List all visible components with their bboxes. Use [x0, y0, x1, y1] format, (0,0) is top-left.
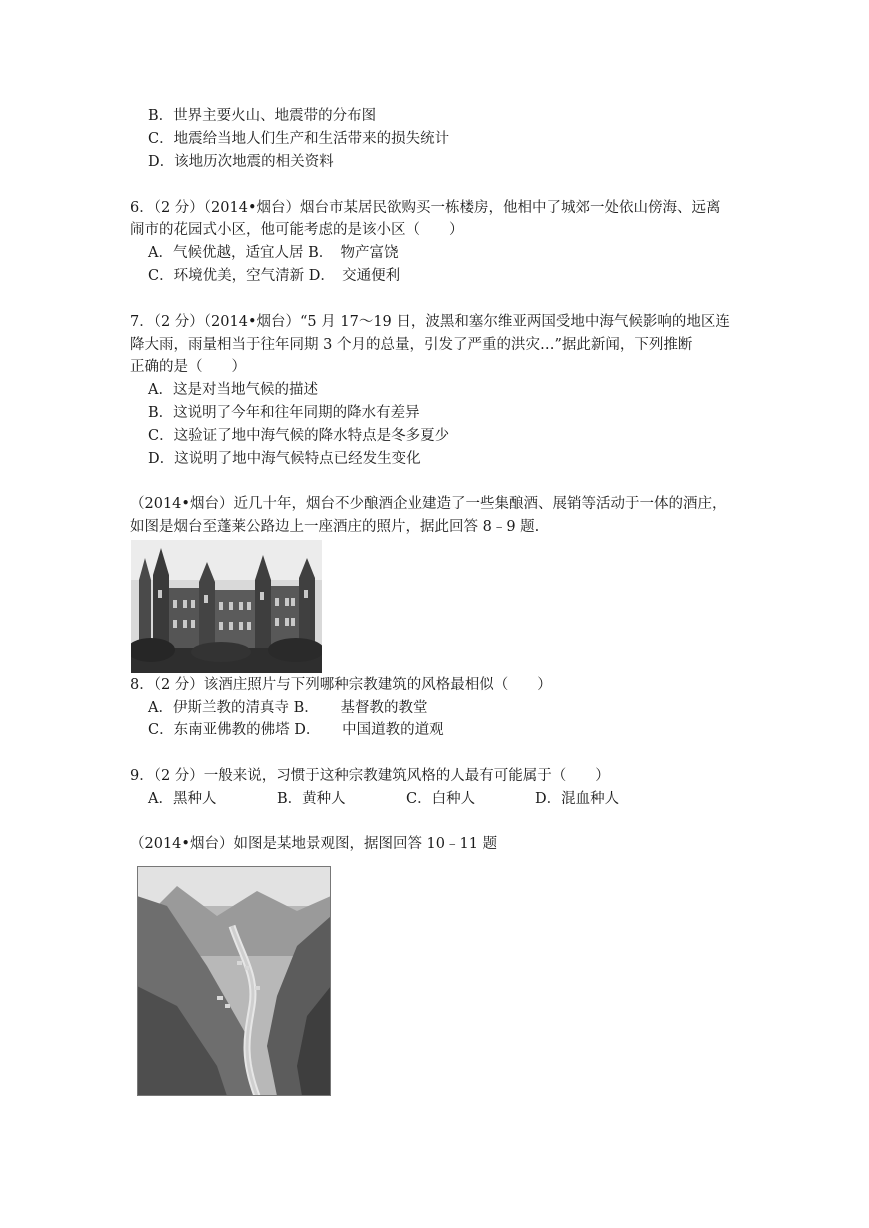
q7-stem-line2: 降大雨，雨量相当于往年同期 3 个月的总量，引发了严重的洪灾…”据此新闻，下列推断 [130, 337, 693, 353]
q7-option-a: A．这是对当地气候的描述 [148, 382, 318, 398]
q6-stem-line1: 6．（2 分）（2014•烟台）烟台市某居民欲购买一栋楼房，他相中了城郊一处依山傍海、远离 [130, 200, 721, 216]
passage-8-9-line2: 如图是烟台至蓬莱公路边上一座酒庄的照片，据此回答 8﹣9 题. [130, 519, 540, 535]
q7-option-d: D．这说明了地中海气候特点已经发生变化 [148, 451, 421, 467]
passage-10-11-line1: （2014•烟台）如图是某地景观图，据图回答 10﹣11 题 [130, 836, 498, 852]
q9-stem: 9．（2 分）一般来说，习惯于这种宗教建筑风格的人最有可能属于（ ） [130, 768, 610, 784]
q7-option-b: B．这说明了今年和往年同期的降水有差异 [148, 405, 420, 421]
q5-option-c: C．地震给当地人们生产和生活带来的损失统计 [148, 131, 450, 147]
q9-option-c: C．白种人 [406, 791, 476, 807]
q5-option-b: B．世界主要火山、地震带的分布图 [148, 108, 377, 124]
q6-options-row2: C．环境优美，空气清新 D． 交通便利 [148, 268, 401, 284]
q5-option-d: D．该地历次地震的相关资料 [148, 154, 334, 170]
q6-options-row1: A．气候优越，适宜人居 B． 物产富饶 [148, 245, 399, 261]
q6-stem-line2: 闹市的花园式小区，他可能考虑的是该小区（ ） [130, 222, 464, 238]
passage-8-9-line1: （2014•烟台）近几十年，烟台不少酿酒企业建造了一些集酿酒、展销等活动于一体的酒庄， [130, 496, 727, 512]
q8-stem: 8．（2 分）该酒庄照片与下列哪种宗教建筑的风格最相似（ ） [130, 677, 552, 693]
q7-stem-line1: 7．（2 分）（2014•烟台）“5 月 17～19 日，波黑和塞尔维亚两国受地中海气候影响的地区连 [130, 314, 730, 330]
q7-option-c: C．这验证了地中海气候的降水特点是冬多夏少 [148, 428, 450, 444]
landscape-photo [137, 866, 331, 1096]
q8-options-row2: C．东南亚佛教的佛塔 D． 中国道教的道观 [148, 722, 444, 738]
q9-option-a: A．黑种人 [148, 791, 217, 807]
q9-option-b: B．黄种人 [277, 791, 346, 807]
winery-photo [131, 540, 322, 673]
q9-option-d: D．混血种人 [535, 791, 620, 807]
q7-stem-line3: 正确的是（ ） [130, 359, 246, 375]
q8-options-row1: A．伊斯兰教的清真寺 B． 基督教的教堂 [148, 700, 428, 716]
